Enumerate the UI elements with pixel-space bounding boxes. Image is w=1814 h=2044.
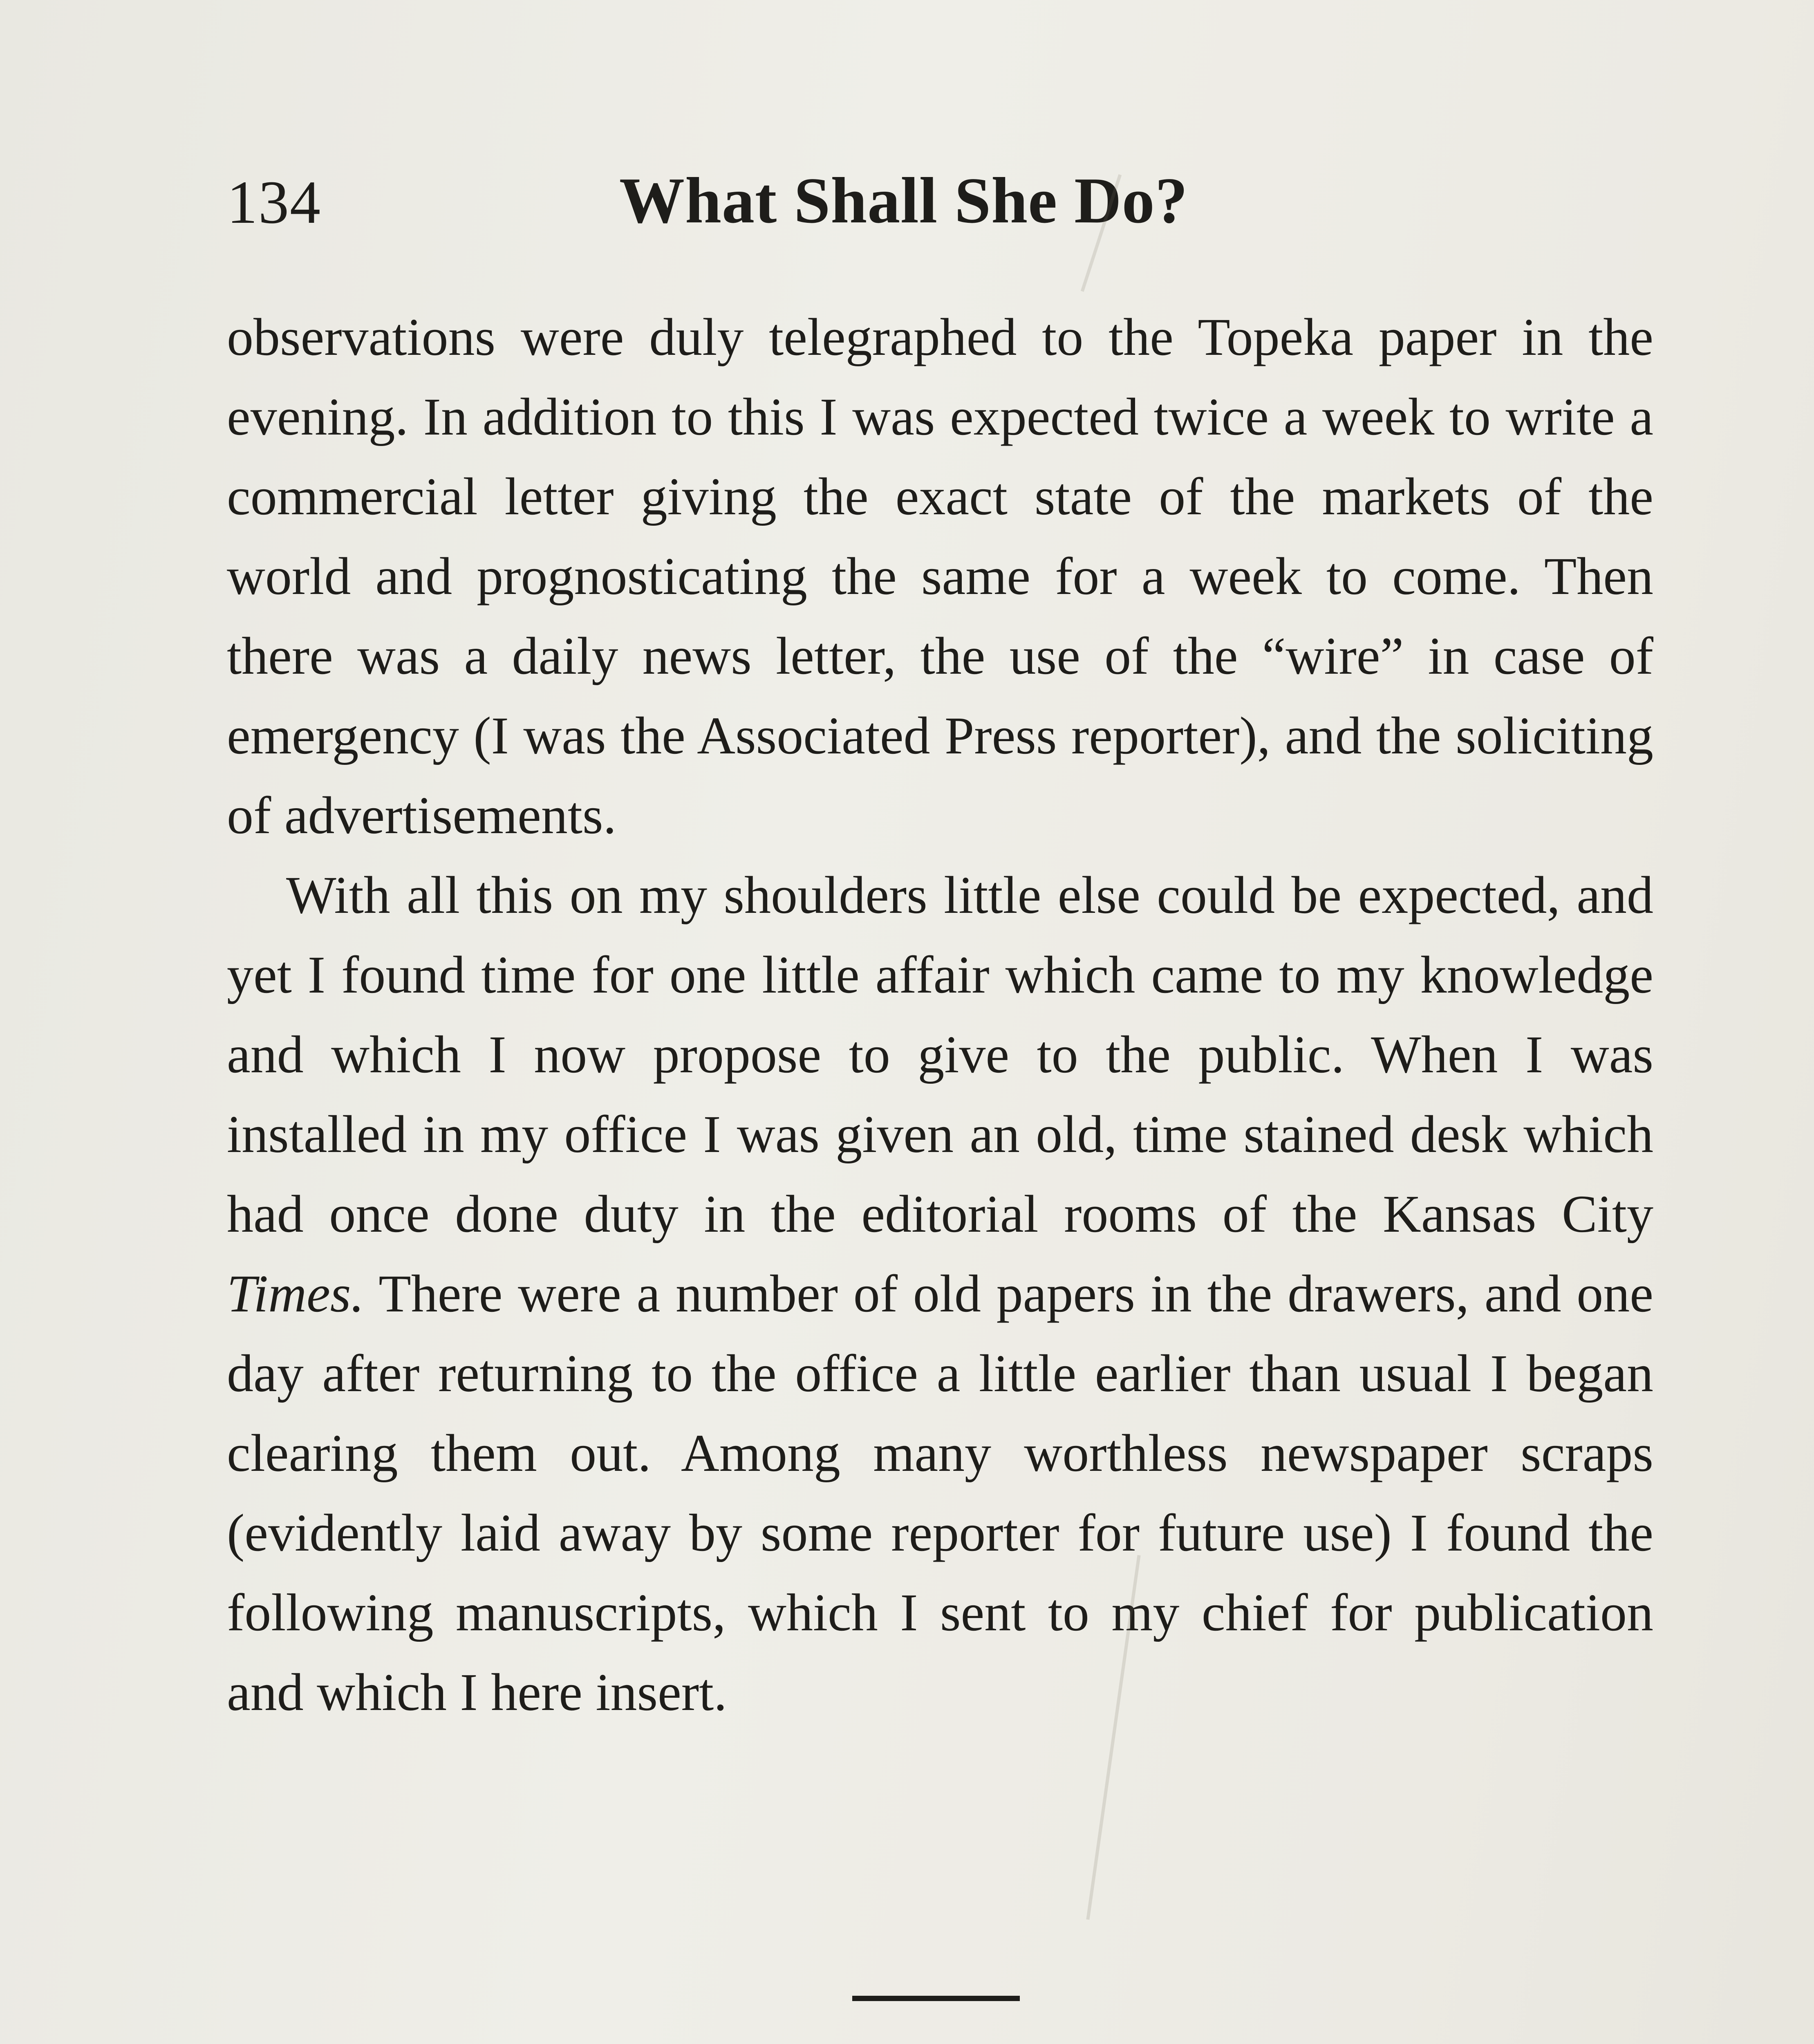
paragraph-continued: observations were duly telegraphed to the Topeka paper in the evening. In addition to this I was expected twice a week to write a commercial letter giving the exact state of the markets of the world and prognosticating the same for a week to come. Then there was a daily news letter, the use of the “wire” in case of emergency (I was the Associated Press reporter), and the soliciting of advertisements. (227, 308, 1653, 845)
paragraph-text-continued: There were a number of old papers in the drawers, and one day after returning to the office a little earlier than usual I began clearing them out. Among many worthless newspaper scraps (evidently laid away by some reporter for future use) I found the following manuscripts, which I sent to my chief for publication and which I here insert. (227, 1264, 1653, 1722)
paragraph-text: With all this on my shoulders little else could be expected, and yet I found time for one little affair which came to my knowledge and which I now propose to give to the public. When I was installed in my office I was given an old, time stained desk which had once done duty in the editorial rooms of the Kansas City (227, 866, 1653, 1244)
page-header (227, 155, 1653, 249)
newspaper-title: Times. (227, 1264, 364, 1323)
main-text (227, 298, 1653, 1732)
page-number: 134 (227, 168, 321, 236)
section-divider-rule (852, 1996, 1020, 2001)
running-head: What Shall She Do? (619, 164, 1188, 237)
paragraph (227, 856, 1653, 1732)
